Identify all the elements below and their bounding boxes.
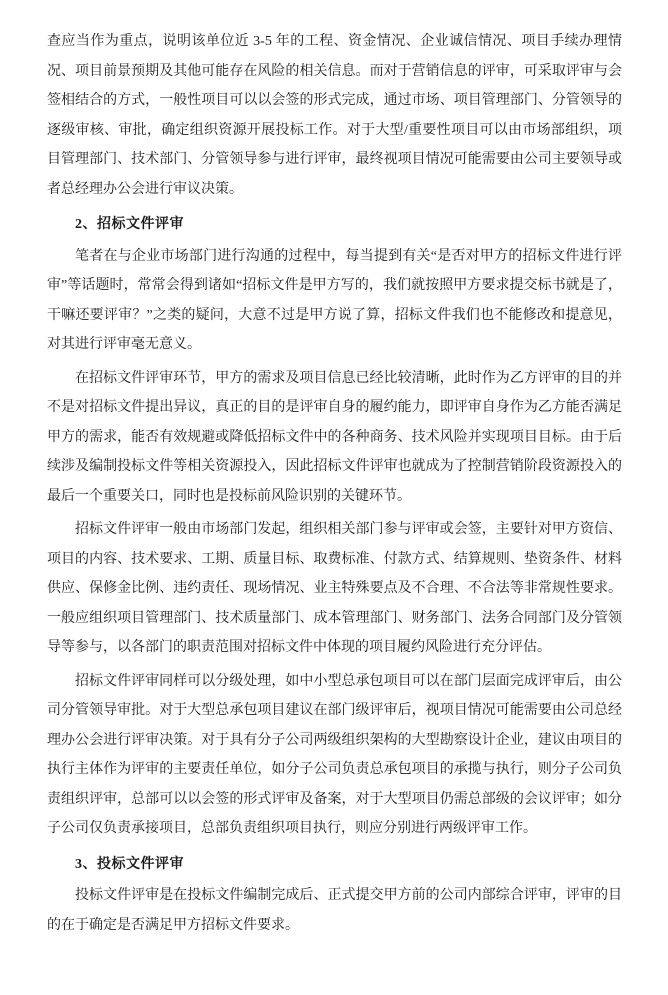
paragraph-purpose-of-bid-document-review: 在招标文件评审环节，甲方的需求及项目信息已经比较清晰，此时作为乙方评审的目的并不是对招标文件提出异议，真正的目的是评审自身的履约能力，即评审自身作为乙方能否满足甲方的需求，能否有效规避或降低招标文件中的各种商务、技术风险并实现项目目标。由于后续涉及编制投标文件等相关资源投入，因此招标文件评审也就成为了控制营销阶段资源投入的最后一个重要关口，同时也是投标前风险识别的关键环节。 bbox=[47, 370, 622, 504]
paragraph-tiered-review-process: 招标文件评审同样可以分级处理，如中小型总承包项目可以在部门层面完成评审后，由公司分管领导审批。对于大型总承包项目建议在部门级评审后，视项目情况可能需要由公司总经理办公会进行评审决策。对于具有分子公司两级组织架构的大型勘察设计企业，建议由项目的执行主体作为评审的主要责任单位，如分子公司负责总承包项目的承揽与执行，则分子公司负责组织评审，总部可以以会签的形式评审及备案，对于大型项目仍需总部级的会议评审；如分子公司仅负责承接项目，总部负责组织项目执行，则应分别进行两级评审工作。 bbox=[47, 673, 622, 836]
paragraph-review-scope-and-departments: 招标文件评审一般由市场部门发起，组织相关部门参与评审或会签，主要针对甲方资信、项目的内容、技术要求、工期、质量目标、取费标准、付款方式、结算规则、垫资条件、材料供应、保修金比例、违约责任、现场情况、业主特殊要点及不合理、不合法等非常规性要求。一般应组织项目管理部门、技术质量部门、成本管理部门、财务部门、法务合同部门及分管领导等参与，以各部门的职责范围对招标文件中体现的项目履约风险进行充分评估。 bbox=[47, 522, 622, 655]
paragraph-marketing-info-review-continuation: 查应当作为重点，说明该单位近 3-5 年的工程、资金情况、企业诚信情况、项目手续办理情况、项目前景预期及其他可能存在风险的相关信息。而对于营销信息的评审，可采取评审与会签相结合的方式，一般性项目可以以会签的形式完成，通过市场、项目管理部门、分管领导的逐级审核、审批，确定组织资源开展投标工作。对于大型/重要性项目可以由市场部组织，项目管理部门、技术部门、分管领导参与进行评审，最终视项目情况可能需要由公司主要领导或者总经理办公会进行审议决策。 bbox=[47, 34, 622, 197]
heading-tender-document-review: 3、投标文件评审 bbox=[75, 856, 184, 872]
heading-bid-invitation-document-review: 2、招标文件评审 bbox=[75, 217, 184, 232]
paragraph-tender-document-review-intro: 投标文件评审是在投标文件编制完成后、正式提交甲方前的公司内部综合评审，评审的目的在于确定是否满足甲方招标文件要求。 bbox=[47, 888, 622, 933]
paragraph-common-doubts-about-review: 笔者在与企业市场部门进行沟通的过程中，每当提到有关“是否对甲方的招标文件进行评审”等话题时，常常会得到诸如“招标文件是甲方写的，我们就按照甲方要求提交标书就是了，干嘛还要评审？”之类的疑问，大意不过是甲方说了算，招标文件我们也不能修改和提意见，对其进行评审毫无意义。 bbox=[47, 248, 622, 352]
